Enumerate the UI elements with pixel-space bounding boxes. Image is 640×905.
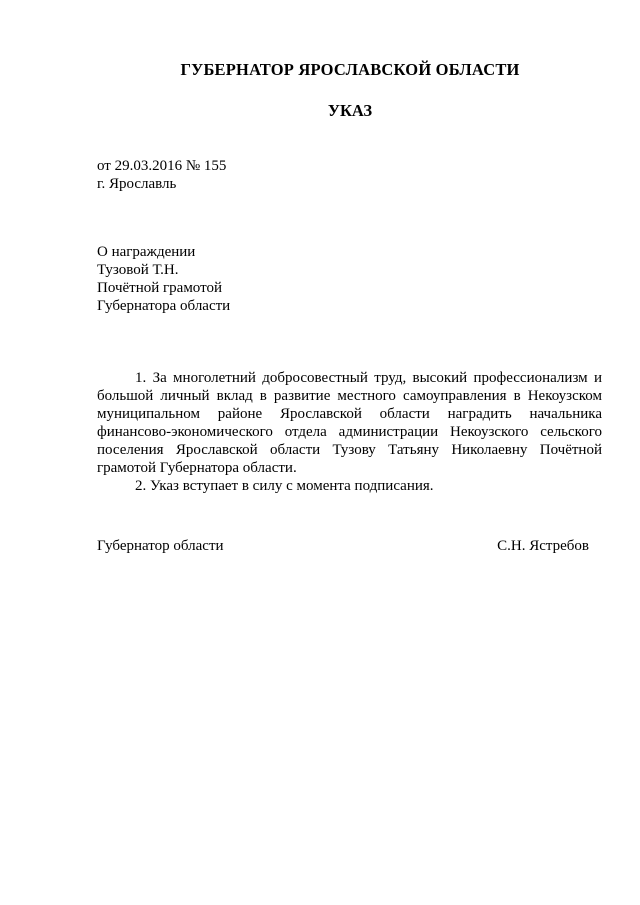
signature-block <box>97 538 589 555</box>
document-body <box>97 369 602 495</box>
document-title: ГУБЕРНАТОР ЯРОСЛАВСКОЙ ОБЛАСТИ <box>180 60 520 79</box>
date-number: от 29.03.2016 № 155 <box>97 158 227 174</box>
document-type: УКАЗ <box>327 101 373 120</box>
subject-line: Тузовой Т.Н. <box>97 262 179 278</box>
body-paragraph-2: 2. Указ вступает в силу с момента подписания. <box>135 478 434 494</box>
subject-line: Почётной грамотой <box>97 280 222 296</box>
city: г. Ярославль <box>97 176 177 192</box>
subject-line: Губернатора области <box>97 298 231 314</box>
signature-name: С.Н. Ястребов <box>497 538 589 554</box>
body-paragraph-1: 1. За многолетний добросовестный труд, высокий профессионализм и большой личный вклад в развитие местного самоуправления в Некоузском муниципальном районе Ярославской области наградить начальника финансово-экономического отдела администрации Некоузского сельского поселения Ярославской области Тузову Татьяну Николаевну Почётной грамотой Губернатора области. <box>97 370 602 476</box>
document-meta <box>97 157 226 193</box>
subject-line: О награждении <box>97 244 196 260</box>
document-subject <box>97 243 230 315</box>
signature-position: Губернатор области <box>97 538 224 554</box>
